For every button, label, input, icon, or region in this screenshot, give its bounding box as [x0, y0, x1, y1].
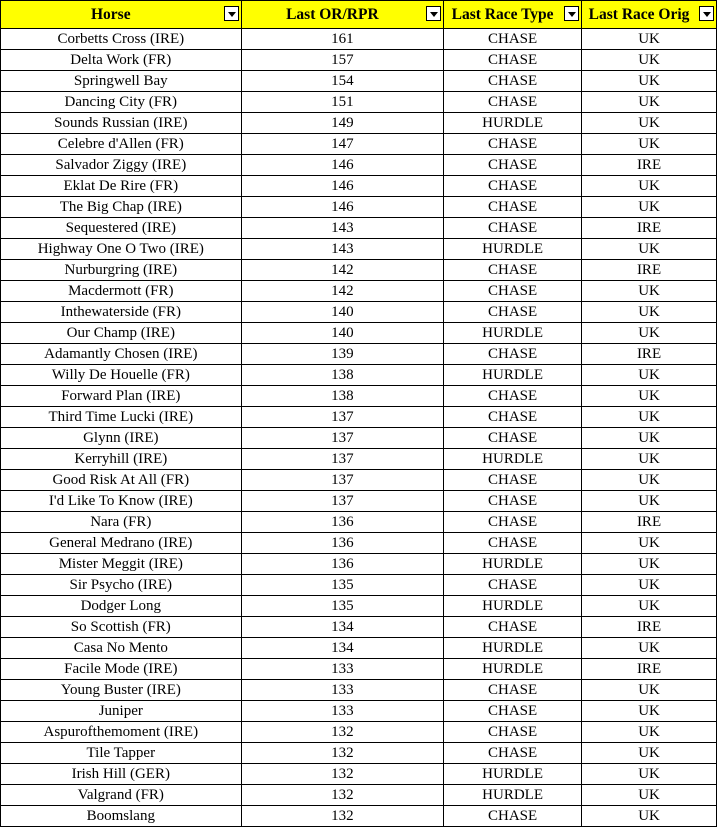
rating-cell[interactable]: 161: [241, 29, 444, 50]
race-type-cell[interactable]: CHASE: [444, 344, 582, 365]
race-origin-cell[interactable]: UK: [582, 701, 717, 722]
race-origin-cell[interactable]: UK: [582, 71, 717, 92]
rating-cell[interactable]: 137: [241, 470, 444, 491]
rating-cell[interactable]: 132: [241, 806, 444, 827]
horse-cell[interactable]: Nara (FR): [1, 512, 242, 533]
race-type-cell[interactable]: CHASE: [444, 533, 582, 554]
horse-cell[interactable]: Celebre d'Allen (FR): [1, 134, 242, 155]
race-origin-cell[interactable]: UK: [582, 134, 717, 155]
horse-cell[interactable]: Macdermott (FR): [1, 281, 242, 302]
header-label: Last Race Type: [451, 6, 554, 23]
filter-dropdown-icon[interactable]: [224, 6, 239, 21]
rating-cell[interactable]: 136: [241, 512, 444, 533]
race-origin-cell[interactable]: UK: [582, 638, 717, 659]
horse-cell[interactable]: Springwell Bay: [1, 71, 242, 92]
race-origin-cell[interactable]: UK: [582, 533, 717, 554]
horse-cell[interactable]: Facile Mode (IRE): [1, 659, 242, 680]
rating-cell[interactable]: 133: [241, 701, 444, 722]
race-origin-cell[interactable]: UK: [582, 407, 717, 428]
rating-cell[interactable]: 143: [241, 218, 444, 239]
horse-cell[interactable]: Sequestered (IRE): [1, 218, 242, 239]
horse-cell[interactable]: Good Risk At All (FR): [1, 470, 242, 491]
horse-cell[interactable]: Casa No Mento: [1, 638, 242, 659]
rating-cell[interactable]: 140: [241, 323, 444, 344]
rating-cell[interactable]: 146: [241, 155, 444, 176]
race-origin-cell[interactable]: UK: [582, 680, 717, 701]
header-last-race-type: [444, 1, 582, 29]
horse-cell[interactable]: Corbetts Cross (IRE): [1, 29, 242, 50]
horse-cell[interactable]: Aspurofthemoment (IRE): [1, 722, 242, 743]
race-origin-cell[interactable]: UK: [582, 302, 717, 323]
rating-cell[interactable]: 151: [241, 92, 444, 113]
race-type-cell[interactable]: CHASE: [444, 470, 582, 491]
horse-cell[interactable]: Irish Hill (GER): [1, 764, 242, 785]
filter-dropdown-icon[interactable]: [699, 6, 714, 21]
race-origin-cell[interactable]: IRE: [582, 659, 717, 680]
table-row: [1, 638, 717, 659]
race-type-cell[interactable]: CHASE: [444, 302, 582, 323]
table-row: [1, 680, 717, 701]
table-row: [1, 239, 717, 260]
rating-cell[interactable]: 142: [241, 281, 444, 302]
race-type-cell[interactable]: CHASE: [444, 575, 582, 596]
race-origin-cell[interactable]: UK: [582, 722, 717, 743]
rating-cell[interactable]: 138: [241, 365, 444, 386]
horse-cell[interactable]: Kerryhill (IRE): [1, 449, 242, 470]
race-origin-cell[interactable]: IRE: [582, 155, 717, 176]
race-type-cell[interactable]: CHASE: [444, 743, 582, 764]
race-type-cell[interactable]: HURDLE: [444, 596, 582, 617]
race-type-cell[interactable]: CHASE: [444, 218, 582, 239]
filter-dropdown-icon[interactable]: [426, 6, 441, 21]
rating-cell[interactable]: 136: [241, 533, 444, 554]
rating-cell[interactable]: 137: [241, 428, 444, 449]
horse-cell[interactable]: Boomslang: [1, 806, 242, 827]
race-origin-cell[interactable]: IRE: [582, 617, 717, 638]
header-horse: [1, 1, 242, 29]
table-row: [1, 407, 717, 428]
race-origin-cell[interactable]: UK: [582, 470, 717, 491]
race-origin-cell[interactable]: UK: [582, 764, 717, 785]
race-origin-cell[interactable]: UK: [582, 281, 717, 302]
race-type-cell[interactable]: HURDLE: [444, 554, 582, 575]
race-origin-cell[interactable]: UK: [582, 113, 717, 134]
race-type-cell[interactable]: CHASE: [444, 92, 582, 113]
rating-cell[interactable]: 132: [241, 764, 444, 785]
table-row: [1, 281, 717, 302]
horse-cell[interactable]: I'd Like To Know (IRE): [1, 491, 242, 512]
header-label: Last Race Orig: [588, 6, 690, 23]
race-origin-cell[interactable]: UK: [582, 365, 717, 386]
race-origin-cell[interactable]: UK: [582, 596, 717, 617]
rating-cell[interactable]: 136: [241, 554, 444, 575]
race-type-cell[interactable]: HURDLE: [444, 113, 582, 134]
race-type-cell[interactable]: CHASE: [444, 491, 582, 512]
horse-cell[interactable]: Third Time Lucki (IRE): [1, 407, 242, 428]
table-row: [1, 302, 717, 323]
race-origin-cell[interactable]: UK: [582, 386, 717, 407]
race-type-cell[interactable]: HURDLE: [444, 764, 582, 785]
race-origin-cell[interactable]: UK: [582, 323, 717, 344]
table-row: [1, 701, 717, 722]
race-type-cell[interactable]: HURDLE: [444, 323, 582, 344]
race-origin-cell[interactable]: UK: [582, 92, 717, 113]
table-row: [1, 512, 717, 533]
table-row: [1, 785, 717, 806]
race-type-cell[interactable]: CHASE: [444, 260, 582, 281]
race-origin-cell[interactable]: UK: [582, 491, 717, 512]
table-row: [1, 155, 717, 176]
race-type-cell[interactable]: CHASE: [444, 71, 582, 92]
header-row: [1, 1, 717, 29]
rating-cell[interactable]: 134: [241, 617, 444, 638]
horse-cell[interactable]: Eklat De Rire (FR): [1, 176, 242, 197]
horse-cell[interactable]: Adamantly Chosen (IRE): [1, 344, 242, 365]
race-origin-cell[interactable]: UK: [582, 428, 717, 449]
horse-cell[interactable]: Highway One O Two (IRE): [1, 239, 242, 260]
rating-cell[interactable]: 132: [241, 722, 444, 743]
horse-cell[interactable]: Salvador Ziggy (IRE): [1, 155, 242, 176]
table-row: [1, 92, 717, 113]
table-row: [1, 71, 717, 92]
filter-dropdown-icon[interactable]: [564, 6, 579, 21]
table-row: [1, 806, 717, 827]
rating-cell[interactable]: 147: [241, 134, 444, 155]
race-type-cell[interactable]: CHASE: [444, 512, 582, 533]
table-row: [1, 470, 717, 491]
rating-cell[interactable]: 146: [241, 197, 444, 218]
horse-cell[interactable]: Dancing City (FR): [1, 92, 242, 113]
race-type-cell[interactable]: CHASE: [444, 617, 582, 638]
horse-cell[interactable]: Dodger Long: [1, 596, 242, 617]
header-last-or-rpr: [241, 1, 444, 29]
race-type-cell[interactable]: CHASE: [444, 428, 582, 449]
rating-cell[interactable]: 137: [241, 407, 444, 428]
rating-cell[interactable]: 133: [241, 680, 444, 701]
race-origin-cell[interactable]: IRE: [582, 344, 717, 365]
race-origin-cell[interactable]: UK: [582, 806, 717, 827]
horse-cell[interactable]: Juniper: [1, 701, 242, 722]
rating-cell[interactable]: 137: [241, 491, 444, 512]
horse-cell[interactable]: Valgrand (FR): [1, 785, 242, 806]
race-type-cell[interactable]: HURDLE: [444, 659, 582, 680]
header-label: Horse: [91, 6, 131, 23]
race-origin-cell[interactable]: UK: [582, 239, 717, 260]
table-row: [1, 113, 717, 134]
rating-cell[interactable]: 138: [241, 386, 444, 407]
rating-cell[interactable]: 146: [241, 176, 444, 197]
rating-cell[interactable]: 134: [241, 638, 444, 659]
race-type-cell[interactable]: HURDLE: [444, 785, 582, 806]
horse-cell[interactable]: Sir Psycho (IRE): [1, 575, 242, 596]
table-row: [1, 365, 717, 386]
table-row: [1, 449, 717, 470]
table-row: [1, 659, 717, 680]
horse-cell[interactable]: Sounds Russian (IRE): [1, 113, 242, 134]
race-type-cell[interactable]: HURDLE: [444, 239, 582, 260]
horse-cell[interactable]: Our Champ (IRE): [1, 323, 242, 344]
horse-cell[interactable]: Tile Tapper: [1, 743, 242, 764]
rating-cell[interactable]: 135: [241, 575, 444, 596]
rating-cell[interactable]: 137: [241, 449, 444, 470]
race-origin-cell[interactable]: UK: [582, 176, 717, 197]
race-origin-cell[interactable]: UK: [582, 785, 717, 806]
table-row: [1, 596, 717, 617]
table-row: [1, 344, 717, 365]
rating-cell[interactable]: 154: [241, 71, 444, 92]
horse-cell[interactable]: Mister Meggit (IRE): [1, 554, 242, 575]
race-type-cell[interactable]: HURDLE: [444, 449, 582, 470]
rating-cell[interactable]: 149: [241, 113, 444, 134]
table-row: [1, 218, 717, 239]
race-type-cell[interactable]: CHASE: [444, 806, 582, 827]
race-type-cell[interactable]: CHASE: [444, 134, 582, 155]
horse-cell[interactable]: Forward Plan (IRE): [1, 386, 242, 407]
race-type-cell[interactable]: CHASE: [444, 680, 582, 701]
race-type-cell[interactable]: HURDLE: [444, 365, 582, 386]
table-body: [1, 29, 717, 827]
horse-cell[interactable]: Willy De Houelle (FR): [1, 365, 242, 386]
race-type-cell[interactable]: CHASE: [444, 281, 582, 302]
table-row: [1, 197, 717, 218]
race-origin-cell[interactable]: IRE: [582, 218, 717, 239]
horse-cell[interactable]: General Medrano (IRE): [1, 533, 242, 554]
race-type-cell[interactable]: CHASE: [444, 407, 582, 428]
table-row: [1, 764, 717, 785]
horse-cell[interactable]: Inthewaterside (FR): [1, 302, 242, 323]
rating-cell[interactable]: 143: [241, 239, 444, 260]
table-row: [1, 176, 717, 197]
table-row: [1, 491, 717, 512]
race-type-cell[interactable]: CHASE: [444, 701, 582, 722]
rating-cell[interactable]: 135: [241, 596, 444, 617]
race-type-cell[interactable]: CHASE: [444, 176, 582, 197]
rating-cell[interactable]: 140: [241, 302, 444, 323]
race-origin-cell[interactable]: UK: [582, 449, 717, 470]
table-row: [1, 323, 717, 344]
race-origin-cell[interactable]: UK: [582, 743, 717, 764]
table-row: [1, 743, 717, 764]
header-label: Last OR/RPR: [286, 6, 379, 23]
table-row: [1, 428, 717, 449]
table-row: [1, 260, 717, 281]
horse-cell[interactable]: Delta Work (FR): [1, 50, 242, 71]
race-origin-cell[interactable]: UK: [582, 575, 717, 596]
rating-cell[interactable]: 157: [241, 50, 444, 71]
table-row: [1, 386, 717, 407]
table-row: [1, 617, 717, 638]
rating-cell[interactable]: 133: [241, 659, 444, 680]
table-row: [1, 575, 717, 596]
race-origin-cell[interactable]: UK: [582, 50, 717, 71]
race-origin-cell[interactable]: IRE: [582, 260, 717, 281]
rating-cell[interactable]: 132: [241, 785, 444, 806]
horse-cell[interactable]: Glynn (IRE): [1, 428, 242, 449]
rating-cell[interactable]: 139: [241, 344, 444, 365]
race-type-cell[interactable]: CHASE: [444, 50, 582, 71]
race-type-cell[interactable]: CHASE: [444, 155, 582, 176]
table-row: [1, 533, 717, 554]
race-type-cell[interactable]: HURDLE: [444, 638, 582, 659]
horse-cell[interactable]: The Big Chap (IRE): [1, 197, 242, 218]
horse-cell[interactable]: Young Buster (IRE): [1, 680, 242, 701]
table-row: [1, 554, 717, 575]
race-type-cell[interactable]: CHASE: [444, 722, 582, 743]
rating-cell[interactable]: 132: [241, 743, 444, 764]
table-row: [1, 29, 717, 50]
table-row: [1, 50, 717, 71]
rating-cell[interactable]: 142: [241, 260, 444, 281]
race-origin-cell[interactable]: UK: [582, 197, 717, 218]
race-type-cell[interactable]: CHASE: [444, 197, 582, 218]
table-row: [1, 722, 717, 743]
horse-cell[interactable]: So Scottish (FR): [1, 617, 242, 638]
horse-cell[interactable]: Nurburgring (IRE): [1, 260, 242, 281]
race-type-cell[interactable]: CHASE: [444, 386, 582, 407]
table-row: [1, 134, 717, 155]
race-type-cell[interactable]: CHASE: [444, 29, 582, 50]
race-origin-cell[interactable]: UK: [582, 29, 717, 50]
race-origin-cell[interactable]: IRE: [582, 512, 717, 533]
race-origin-cell[interactable]: UK: [582, 554, 717, 575]
header-last-race-orig: [582, 1, 717, 29]
